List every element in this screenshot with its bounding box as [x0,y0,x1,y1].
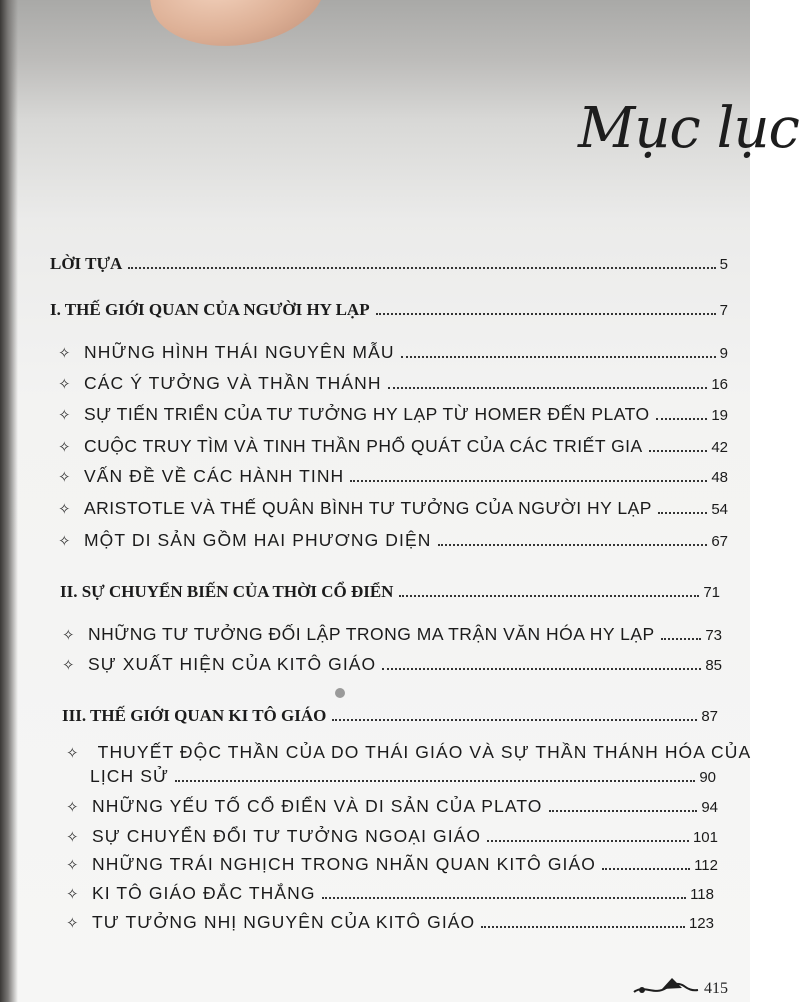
star-bullet-icon: ✧ [66,915,80,932]
toc-entry [58,466,728,487]
toc-entry [58,342,728,363]
toc-page-number: 73 [705,627,722,644]
toc-entry [62,624,722,645]
toc-entry-label: THUYẾT ĐỘC THẦN CỦA DO THÁI GIÁO VÀ SỰ THẦN THÁNH HÓA CỦA [97,742,752,762]
toc-entry [66,854,718,875]
star-bullet-icon: ✧ [66,857,80,874]
toc-entry-label: TƯ TƯỞNG NHỊ NGUYÊN CỦA KITÔ GIÁO [92,912,476,932]
toc-entry [58,530,728,551]
toc-entry-label: MỘT DI SẢN GỒM HAI PHƯƠNG DIỆN [84,530,432,550]
toc-entry [58,373,728,394]
toc-entry-wrapped-first-line [66,742,751,763]
toc-entry-label: KI TÔ GIÁO ĐẮC THẮNG [92,883,316,903]
dotted-leader [438,544,708,546]
dotted-leader [487,840,689,842]
star-bullet-icon: ✧ [58,501,72,518]
toc-entry [66,912,714,933]
toc-entry-wrapped-second-line [90,766,716,787]
toc-page-number: 48 [711,469,728,486]
toc-entry [58,436,728,457]
toc-page-number: 42 [711,439,728,456]
toc-entry-label: III. THẾ GIỚI QUAN KI TÔ GIÁO [62,706,327,725]
toc-entry [58,498,728,519]
page-footer [632,968,742,998]
dotted-leader [388,387,708,389]
dotted-leader [332,719,697,721]
toc-section-2 [60,582,720,602]
dotted-leader [350,480,707,482]
toc-entry-label: NHỮNG YẾU TỐ CỔ ĐIỂN VÀ DI SẢN CỦA PLATO [92,796,543,816]
toc-section-1 [50,300,728,320]
dotted-leader [658,512,707,514]
toc-entry [62,654,722,675]
dotted-leader [382,668,701,670]
star-bullet-icon: ✧ [58,469,72,486]
finger-shadow [144,0,332,57]
toc-page-number: 118 [690,886,714,903]
dotted-leader [602,868,690,870]
toc-entry-label: NHỮNG TƯ TƯỞNG ĐỐI LẬP TRONG MA TRẬN VĂN HÓA HY LẠP [88,624,655,644]
star-bullet-icon: ✧ [66,745,80,762]
star-bullet-icon: ✧ [58,533,72,550]
toc-page-number: 94 [701,799,718,816]
star-bullet-icon: ✧ [58,407,72,424]
toc-page-number: 16 [711,376,728,393]
page-title: Mục lục [578,96,799,161]
dotted-leader [649,450,708,452]
toc-page-number: 5 [719,256,728,273]
dotted-leader [322,897,686,899]
star-bullet-icon: ✧ [62,627,76,644]
star-bullet-icon: ✧ [66,829,80,846]
toc-entry-label: II. SỰ CHUYỂN BIẾN CỦA THỜI CỔ ĐIỂN [60,582,394,601]
dotted-leader [549,810,698,812]
toc-page-number: 54 [711,501,728,518]
dotted-leader [661,638,702,640]
toc-entry-label: VẤN ĐỀ VỀ CÁC HÀNH TINH [84,466,345,486]
toc-page-number: 9 [719,345,728,362]
toc-page-number: 101 [692,829,718,846]
star-bullet-icon: ✧ [66,886,80,903]
toc-entry-label: LỊCH SỬ [90,766,170,786]
star-bullet-icon: ✧ [66,799,80,816]
star-bullet-icon: ✧ [58,439,72,456]
toc-entry-label: I. THẾ GIỚI QUAN CỦA NGƯỜI HY LẠP [50,300,370,319]
toc-page-number: 90 [699,769,716,786]
toc-page-number: 112 [694,857,718,874]
toc-entry-label: SỰ TIẾN TRIỂN CỦA TƯ TƯỞNG HY LẠP TỪ HOMER ĐẾN PLATO [84,404,650,424]
paper-speck [335,688,345,698]
dotted-leader [401,356,716,358]
toc-page-number: 123 [688,915,714,932]
toc-entry-label: SỰ CHUYỂN ĐỔI TƯ TƯỞNG NGOẠI GIÁO [92,826,482,846]
toc-entry-label: NHỮNG TRÁI NGHỊCH TRONG NHÃN QUAN KITÔ GIÁO [92,854,596,874]
toc-entry-preface [50,254,728,274]
toc-entry [66,826,718,847]
star-bullet-icon: ✧ [58,376,72,393]
dotted-leader [481,926,685,928]
toc-entry [66,883,714,904]
dotted-leader [656,418,708,420]
dotted-leader [399,595,699,597]
toc-entry-label: CÁC Ý TƯỞNG VÀ THẦN THÁNH [84,373,382,393]
toc-entry-label: SỰ XUẤT HIỆN CỦA KITÔ GIÁO [88,654,377,674]
toc-page-number: 87 [701,708,718,725]
toc-entry-label: NHỮNG HÌNH THÁI NGUYÊN MẪU [84,342,395,362]
dotted-leader [128,267,715,269]
toc-entry-label: LỜI TỰA [50,254,123,273]
ornament-flourish-icon [632,972,702,998]
toc-entry-label: ARISTOTLE VÀ THẾ QUÂN BÌNH TƯ TƯỞNG CỦA NGƯỜI HY LẠP [84,498,652,518]
toc-page-number: 85 [705,657,722,674]
star-bullet-icon: ✧ [58,345,72,362]
toc-page-number: 67 [711,533,728,550]
page-number: 415 [704,980,728,997]
toc-entry [66,796,718,817]
toc-entry-label: CUỘC TRUY TÌM VÀ TINH THẦN PHỔ QUÁT CỦA CÁC TRIẾT GIA [84,436,643,456]
dotted-leader [175,780,695,782]
toc-section-3 [62,706,718,726]
star-bullet-icon: ✧ [62,657,76,674]
toc-entry [58,404,728,425]
page-edge-shadow [0,0,18,1002]
toc-page-number: 19 [711,407,728,424]
toc-page-number: 7 [719,302,728,319]
toc-page-number: 71 [703,584,720,601]
dotted-leader [376,313,716,315]
